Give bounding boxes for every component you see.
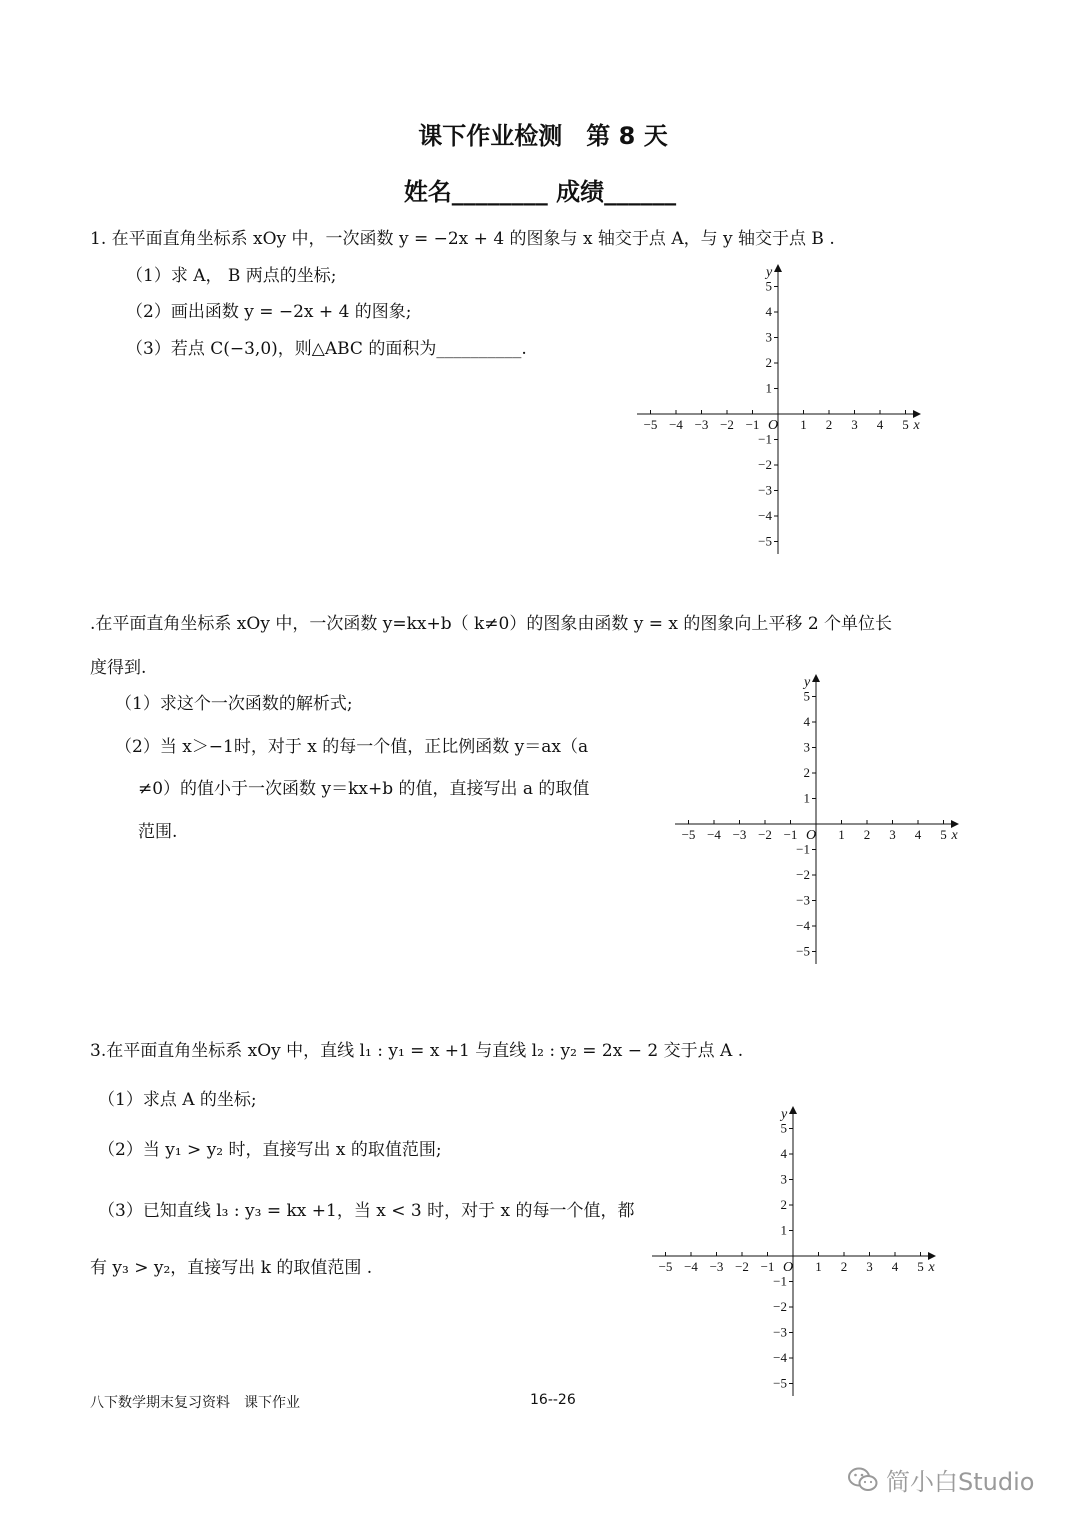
origin-label: O — [767, 418, 779, 433]
x-tick-label: −4 — [669, 417, 683, 432]
y-tick-label: 5 — [780, 1120, 787, 1136]
x-axis-arrow — [951, 820, 959, 828]
q1-part-1: （1）求 A， B 两点的坐标; — [126, 266, 337, 286]
y-tick-label: 2 — [780, 1197, 787, 1212]
page-number: 16--26 — [530, 1392, 576, 1408]
x-tick-label: 4 — [891, 1259, 899, 1274]
q2-stem-line2: 度得到. — [90, 658, 147, 678]
q1-part-2: （2）画出函数 y = −2x + 4 的图象; — [126, 302, 412, 322]
y-tick-label: 4 — [765, 304, 772, 319]
page-title: 课下作业检测 第 8 天 — [418, 122, 668, 150]
y-tick-label: −4 — [796, 918, 810, 933]
y-tick-label: 4 — [780, 1146, 787, 1161]
origin-label: O — [782, 1260, 794, 1275]
y-tick-label: −4 — [773, 1350, 787, 1365]
y-tick-label: 1 — [803, 790, 810, 806]
x-tick-label: −4 — [684, 1259, 698, 1274]
x-tick-label: 1 — [838, 827, 845, 842]
y-tick-label: 3 — [803, 739, 810, 755]
x-tick-label: 4 — [914, 827, 922, 842]
y-tick-label: 4 — [803, 714, 810, 729]
y-tick-label: −3 — [773, 1324, 787, 1340]
x-tick-label: 5 — [902, 417, 909, 432]
y-tick-label: −4 — [758, 508, 772, 523]
y-axis-label: y — [766, 265, 773, 280]
y-tick-label: −5 — [773, 1375, 787, 1391]
q3-part-2: （2）当 y₁ > y₂ 时，直接写出 x 的取值范围; — [98, 1140, 442, 1160]
x-tick-label: −5 — [643, 417, 658, 432]
q1-part-3: （3）若点 C(−3,0)，则△ABC 的面积为__________. — [126, 339, 527, 359]
y-tick-label: −5 — [796, 943, 810, 959]
y-tick-label: 5 — [803, 688, 810, 704]
coordinate-axes-3 — [650, 1104, 940, 1404]
y-tick-label: 5 — [765, 278, 772, 294]
q2-stem-line1: .在平面直角坐标系 xOy 中，一次函数 y=kx+b（ k≠0）的图象由函数 y = x 的图象向上平移 2 个单位长 — [90, 614, 893, 634]
y-axis-arrow — [774, 264, 782, 272]
watermark — [848, 1462, 1034, 1497]
y-axis-arrow — [812, 674, 820, 682]
x-tick-label: 5 — [917, 1259, 924, 1274]
y-tick-label: −5 — [758, 533, 772, 549]
x-tick-label: −1 — [783, 827, 798, 842]
y-tick-label: −2 — [796, 867, 810, 882]
y-tick-label: −1 — [773, 1273, 787, 1289]
q2-part-2: （2）当 x＞−1时，对于 x 的每一个值，正比例函数 y＝ax（a — [115, 737, 589, 757]
x-tick-label: −3 — [709, 1259, 724, 1274]
q3-stem: 3.在平面直角坐标系 xOy 中，直线 l₁ : y₁ = x +1 与直线 l₂ : y₂ = 2x − 2 交于点 A . — [90, 1041, 744, 1061]
x-tick-label: −2 — [720, 417, 734, 432]
y-tick-label: −1 — [758, 431, 772, 447]
name-score-line: 姓名________ 成绩______ — [403, 178, 677, 206]
x-tick-label: 3 — [851, 417, 858, 432]
x-tick-label: −5 — [658, 1259, 673, 1274]
footer-source: 八下数学期末复习资料 课下作业 — [90, 1395, 300, 1411]
y-tick-label: −3 — [758, 482, 772, 498]
y-axis-arrow — [789, 1106, 797, 1114]
x-tick-label: 3 — [889, 827, 896, 842]
x-tick-label: −2 — [735, 1259, 749, 1274]
y-tick-label: 3 — [765, 329, 772, 345]
y-tick-label: −2 — [773, 1299, 787, 1314]
origin-label: O — [805, 828, 817, 843]
coordinate-axes-1 — [635, 262, 925, 562]
x-axis-label: x — [951, 828, 958, 843]
q2-part-2-cont: ≠0）的值小于一次函数 y＝kx+b 的值，直接写出 a 的取值 — [138, 779, 590, 799]
x-tick-label: −4 — [707, 827, 721, 842]
x-axis-arrow — [928, 1252, 936, 1260]
wechat-icon — [848, 1467, 878, 1493]
x-tick-label: −1 — [745, 417, 760, 432]
y-tick-label: 1 — [780, 1222, 787, 1238]
y-tick-label: 2 — [765, 355, 772, 370]
y-tick-label: 1 — [765, 380, 772, 396]
x-axis-label: x — [928, 1260, 935, 1275]
x-tick-label: −3 — [694, 417, 709, 432]
x-tick-label: −1 — [760, 1259, 775, 1274]
x-tick-label: −2 — [758, 827, 772, 842]
x-tick-label: 2 — [840, 1259, 848, 1274]
y-axis-label: y — [781, 1107, 788, 1122]
watermark-text: 简小白Studio — [886, 1468, 1035, 1496]
y-tick-label: −1 — [796, 841, 810, 857]
q3-part-1: （1）求点 A 的坐标; — [98, 1090, 257, 1110]
y-tick-label: 3 — [780, 1171, 787, 1187]
x-tick-label: 4 — [876, 417, 884, 432]
x-tick-label: 2 — [863, 827, 871, 842]
x-tick-label: −3 — [732, 827, 747, 842]
x-axis-label: x — [913, 418, 920, 433]
coordinate-axes-2 — [673, 672, 963, 972]
q3-part-3: （3）已知直线 l₃ : y₃ = kx +1，当 x < 3 时，对于 x 的每一个值，都 — [98, 1201, 635, 1221]
x-tick-label: 5 — [940, 827, 947, 842]
x-tick-label: 1 — [800, 417, 807, 432]
x-axis-arrow — [913, 410, 921, 418]
q2-part-2-end: 范围. — [138, 822, 178, 842]
y-tick-label: −3 — [796, 892, 810, 908]
q3-part-3-cont: 有 y₃ > y₂，直接写出 k 的取值范围 . — [90, 1258, 373, 1278]
y-tick-label: −2 — [758, 457, 772, 472]
x-tick-label: 3 — [866, 1259, 873, 1274]
x-tick-label: 2 — [825, 417, 833, 432]
q2-part-1: （1）求这个一次函数的解析式; — [115, 694, 353, 714]
y-axis-label: y — [804, 675, 811, 690]
y-tick-label: 2 — [803, 765, 810, 780]
x-tick-label: 1 — [815, 1259, 822, 1274]
x-tick-label: −5 — [681, 827, 696, 842]
q1-stem: 1. 在平面直角坐标系 xOy 中，一次函数 y = −2x + 4 的图象与 x 轴交于点 A，与 y 轴交于点 B . — [90, 229, 835, 249]
